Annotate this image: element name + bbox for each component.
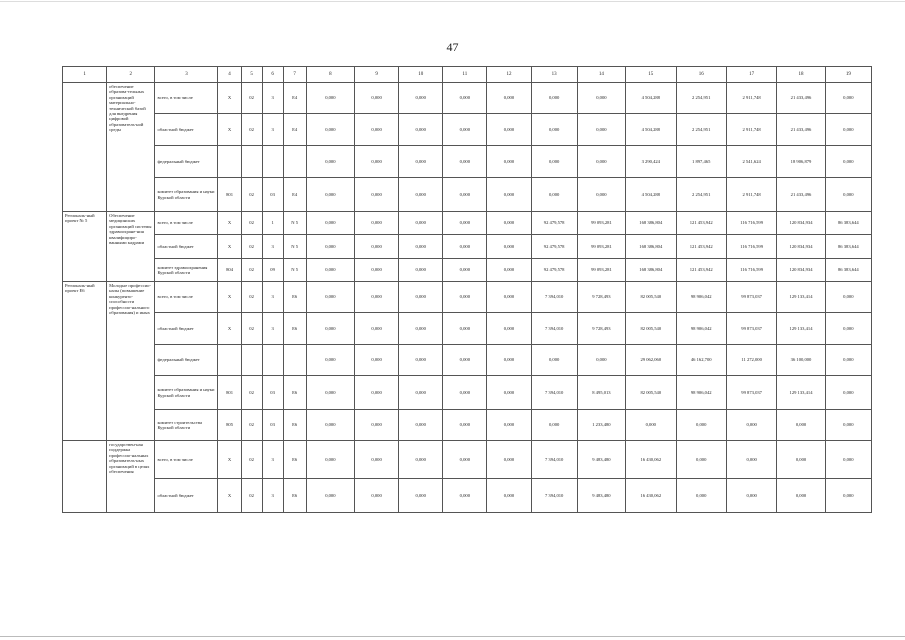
value-cell: 168 386,804 — [626, 212, 676, 235]
code-cell: E6 — [283, 376, 306, 410]
value-cell: 0,000 — [726, 410, 776, 441]
code-cell: E6 — [283, 479, 306, 513]
value-cell: 0,000 — [399, 313, 443, 345]
code-cell: E4 — [283, 178, 306, 212]
code-cell: 03 — [262, 410, 283, 441]
funding-source-cell: областной бюджет — [155, 479, 218, 513]
code-cell — [283, 146, 306, 178]
code-cell: X — [218, 313, 241, 345]
value-cell: 0,000 — [825, 146, 871, 178]
code-cell — [262, 146, 283, 178]
activity-name-cell: обеспечение образова-тельных организаций материально-технической базой для внедрения цифровой образователь-ной среды — [107, 83, 155, 212]
code-cell: 03 — [262, 178, 283, 212]
code-cell: E6 — [283, 282, 306, 313]
code-cell: 02 — [241, 259, 262, 282]
value-cell: 0,000 — [825, 345, 871, 376]
value-cell: 0,000 — [531, 345, 577, 376]
value-cell: 0,000 — [443, 313, 487, 345]
value-cell: 82 005,540 — [626, 282, 676, 313]
column-header-10: 10 — [399, 67, 443, 83]
value-cell: 9 483,480 — [577, 479, 625, 513]
code-cell: 09 — [262, 259, 283, 282]
code-cell: N 5 — [283, 259, 306, 282]
code-cell: 02 — [241, 376, 262, 410]
value-cell: 4 504,288 — [626, 83, 676, 114]
column-header-1: 1 — [63, 67, 107, 83]
value-cell: 0,000 — [306, 178, 354, 212]
value-cell: 0,000 — [399, 235, 443, 259]
value-cell: 0,000 — [577, 114, 625, 146]
value-cell: 46 162,700 — [676, 345, 726, 376]
value-cell: 86 383,644 — [825, 259, 871, 282]
value-cell: 99 873,037 — [726, 313, 776, 345]
table-row — [63, 259, 872, 282]
funding-source-cell: федеральный бюджет — [155, 345, 218, 376]
value-cell: 0,000 — [577, 146, 625, 178]
table-row — [63, 376, 872, 410]
value-cell: 0,000 — [531, 410, 577, 441]
value-cell: 0,000 — [443, 212, 487, 235]
value-cell: 0,000 — [306, 259, 354, 282]
column-header-13: 13 — [531, 67, 577, 83]
code-cell: N 5 — [283, 212, 306, 235]
value-cell: 0,000 — [443, 479, 487, 513]
funding-source-cell: федеральный бюджет — [155, 146, 218, 178]
code-cell — [241, 345, 262, 376]
value-cell: 0,000 — [399, 146, 443, 178]
value-cell: 0,000 — [777, 410, 825, 441]
code-cell: X — [218, 479, 241, 513]
column-header-14: 14 — [577, 67, 625, 83]
value-cell: 0,000 — [825, 410, 871, 441]
value-cell: 0,000 — [443, 410, 487, 441]
column-header-8: 8 — [306, 67, 354, 83]
value-cell: 0,000 — [577, 83, 625, 114]
value-cell: 0,000 — [676, 410, 726, 441]
value-cell: 116 716,599 — [726, 235, 776, 259]
value-cell: 0,000 — [355, 479, 399, 513]
page-number: 47 — [446, 40, 459, 54]
value-cell: 0,000 — [487, 178, 531, 212]
value-cell: 7 394,010 — [531, 282, 577, 313]
code-cell: 3 — [262, 83, 283, 114]
code-cell — [262, 345, 283, 376]
value-cell: 3 290,424 — [626, 146, 676, 178]
value-cell: 0,000 — [487, 376, 531, 410]
column-header-16: 16 — [676, 67, 726, 83]
value-cell: 0,000 — [306, 479, 354, 513]
value-cell: 0,000 — [487, 259, 531, 282]
value-cell: 0,000 — [443, 146, 487, 178]
column-header-4: 4 — [218, 67, 241, 83]
value-cell: 8 495,013 — [577, 376, 625, 410]
value-cell: 0,000 — [531, 178, 577, 212]
table-row — [63, 282, 872, 313]
value-cell: 0,000 — [306, 83, 354, 114]
code-cell: 3 — [262, 479, 283, 513]
project-name-cell — [63, 83, 107, 212]
code-cell: 3 — [262, 441, 283, 479]
column-header-18: 18 — [777, 67, 825, 83]
value-cell: 0,000 — [399, 282, 443, 313]
value-cell: 0,000 — [777, 479, 825, 513]
funding-source-cell: всего, в том числе — [155, 441, 218, 479]
code-cell — [283, 345, 306, 376]
value-cell: 21 433,496 — [777, 114, 825, 146]
value-cell: 36 100,000 — [777, 345, 825, 376]
value-cell: 2 911,748 — [726, 178, 776, 212]
activity-name-cell: государствен-ная поддержка профессио-нальных образователь-ных организаций в целях обеспечения — [107, 441, 155, 513]
value-cell: 0,000 — [443, 235, 487, 259]
code-cell: 804 — [218, 259, 241, 282]
value-cell: 116 716,599 — [726, 212, 776, 235]
value-cell: 0,000 — [355, 441, 399, 479]
value-cell: 120 834,934 — [777, 259, 825, 282]
funding-source-cell: комитет здравоохранения Курской области — [155, 259, 218, 282]
code-cell: 801 — [218, 178, 241, 212]
value-cell: 0,000 — [306, 212, 354, 235]
value-cell: 0,000 — [355, 345, 399, 376]
value-cell: 2 254,951 — [676, 83, 726, 114]
value-cell: 0,000 — [825, 479, 871, 513]
scan-top-edge — [0, 1, 905, 2]
value-cell: 0,000 — [355, 235, 399, 259]
table-row — [63, 178, 872, 212]
value-cell: 0,000 — [825, 441, 871, 479]
table-row — [63, 83, 872, 114]
code-cell: 03 — [262, 376, 283, 410]
value-cell: 0,000 — [531, 83, 577, 114]
scan-bottom-edge — [0, 636, 905, 637]
value-cell: 2 911,748 — [726, 114, 776, 146]
project-name-cell — [63, 441, 107, 513]
value-cell: 4 504,288 — [626, 178, 676, 212]
value-cell: 0,000 — [487, 212, 531, 235]
code-cell: 02 — [241, 83, 262, 114]
table-row — [63, 146, 872, 178]
code-cell: X — [218, 282, 241, 313]
value-cell: 0,000 — [577, 178, 625, 212]
value-cell: 0,000 — [676, 479, 726, 513]
column-header-19: 19 — [825, 67, 871, 83]
table-row — [63, 410, 872, 441]
code-cell: 1 — [262, 212, 283, 235]
funding-source-cell: комитет строительства Курской области — [155, 410, 218, 441]
code-cell: E4 — [283, 114, 306, 146]
value-cell: 168 386,804 — [626, 259, 676, 282]
value-cell: 0,000 — [487, 313, 531, 345]
table-row — [63, 235, 872, 259]
value-cell: 82 005,540 — [626, 376, 676, 410]
value-cell: 168 386,804 — [626, 235, 676, 259]
table-row — [63, 313, 872, 345]
value-cell: 0,000 — [306, 282, 354, 313]
value-cell: 0,000 — [399, 83, 443, 114]
code-cell: 02 — [241, 114, 262, 146]
value-cell: 0,000 — [487, 146, 531, 178]
value-cell: 0,000 — [487, 479, 531, 513]
value-cell: 0,000 — [399, 212, 443, 235]
value-cell: 0,000 — [531, 146, 577, 178]
column-header-3: 3 — [155, 67, 218, 83]
code-cell: N 5 — [283, 235, 306, 259]
value-cell: 0,000 — [355, 282, 399, 313]
value-cell: 86 383,644 — [825, 212, 871, 235]
value-cell: 21 433,496 — [777, 83, 825, 114]
value-cell: 7 394,010 — [531, 376, 577, 410]
value-cell: 0,000 — [531, 114, 577, 146]
code-cell: 3 — [262, 282, 283, 313]
value-cell: 98 906,042 — [676, 376, 726, 410]
code-cell: 3 — [262, 313, 283, 345]
value-cell: 0,000 — [355, 259, 399, 282]
value-cell: 120 834,934 — [777, 212, 825, 235]
code-cell: 02 — [241, 212, 262, 235]
value-cell: 0,000 — [825, 114, 871, 146]
value-cell: 0,000 — [399, 441, 443, 479]
value-cell: 121 453,942 — [676, 212, 726, 235]
value-cell: 0,000 — [306, 114, 354, 146]
column-header-17: 17 — [726, 67, 776, 83]
funding-source-cell: областной бюджет — [155, 235, 218, 259]
value-cell: 0,000 — [443, 83, 487, 114]
value-cell: 7 394,010 — [531, 479, 577, 513]
project-name-cell: Региональ-ный проект № 5 — [63, 212, 107, 282]
value-cell: 0,000 — [443, 441, 487, 479]
value-cell: 0,000 — [399, 410, 443, 441]
code-cell: E6 — [283, 313, 306, 345]
value-cell: 0,000 — [726, 441, 776, 479]
code-cell: 02 — [241, 479, 262, 513]
value-cell: 0,000 — [306, 376, 354, 410]
value-cell: 0,000 — [443, 282, 487, 313]
value-cell: 120 834,934 — [777, 235, 825, 259]
value-cell: 0,000 — [306, 313, 354, 345]
value-cell: 86 383,644 — [825, 235, 871, 259]
code-cell: 02 — [241, 235, 262, 259]
value-cell: 9 728,493 — [577, 313, 625, 345]
column-header-12: 12 — [487, 67, 531, 83]
value-cell: 7 394,010 — [531, 313, 577, 345]
value-cell: 92 479,578 — [531, 259, 577, 282]
value-cell: 0,000 — [355, 313, 399, 345]
value-cell: 11 272,000 — [726, 345, 776, 376]
value-cell: 0,000 — [487, 235, 531, 259]
table-row — [63, 212, 872, 235]
value-cell: 0,000 — [777, 441, 825, 479]
funding-source-cell: областной бюджет — [155, 114, 218, 146]
header-row — [63, 67, 872, 83]
value-cell: 0,000 — [399, 178, 443, 212]
value-cell: 16 430,062 — [626, 441, 676, 479]
value-cell: 129 133,414 — [777, 376, 825, 410]
table-row — [63, 345, 872, 376]
value-cell: 0,000 — [443, 259, 487, 282]
funding-source-cell: всего, в том числе — [155, 83, 218, 114]
value-cell: 0,000 — [626, 410, 676, 441]
budget-table — [62, 66, 872, 513]
value-cell: 0,000 — [487, 345, 531, 376]
value-cell: 129 133,414 — [777, 313, 825, 345]
value-cell: 0,000 — [825, 282, 871, 313]
value-cell: 116 716,599 — [726, 259, 776, 282]
value-cell: 18 906,879 — [777, 146, 825, 178]
value-cell: 0,000 — [399, 479, 443, 513]
value-cell: 0,000 — [487, 441, 531, 479]
code-cell: X — [218, 83, 241, 114]
value-cell: 2 254,951 — [676, 178, 726, 212]
value-cell: 0,000 — [443, 345, 487, 376]
code-cell — [241, 146, 262, 178]
column-header-5: 5 — [241, 67, 262, 83]
value-cell: 99 093,281 — [577, 212, 625, 235]
funding-source-cell: всего, в том числе — [155, 282, 218, 313]
value-cell: 0,000 — [487, 282, 531, 313]
table-row — [63, 114, 872, 146]
value-cell: 98 906,042 — [676, 313, 726, 345]
value-cell: 99 873,037 — [726, 376, 776, 410]
value-cell: 0,000 — [676, 441, 726, 479]
value-cell: 2 911,748 — [726, 83, 776, 114]
project-name-cell: Региональ-ный проект E6 — [63, 282, 107, 441]
value-cell: 0,000 — [355, 178, 399, 212]
value-cell: 0,000 — [487, 410, 531, 441]
code-cell: 805 — [218, 410, 241, 441]
funding-source-cell: комитет образования и науки Курской области — [155, 178, 218, 212]
value-cell: 0,000 — [487, 114, 531, 146]
table-row — [63, 479, 872, 513]
value-cell: 0,000 — [577, 345, 625, 376]
value-cell: 99 093,281 — [577, 259, 625, 282]
value-cell: 99 093,281 — [577, 235, 625, 259]
value-cell: 82 005,540 — [626, 313, 676, 345]
value-cell: 121 453,942 — [676, 235, 726, 259]
value-cell: 0,000 — [399, 345, 443, 376]
value-cell: 0,000 — [355, 83, 399, 114]
column-header-6: 6 — [262, 67, 283, 83]
value-cell: 92 479,578 — [531, 212, 577, 235]
value-cell: 0,000 — [399, 114, 443, 146]
code-cell: E6 — [283, 410, 306, 441]
value-cell: 0,000 — [726, 479, 776, 513]
value-cell: 0,000 — [306, 441, 354, 479]
code-cell: 02 — [241, 282, 262, 313]
value-cell: 0,000 — [306, 410, 354, 441]
column-header-2: 2 — [107, 67, 155, 83]
value-cell: 9 483,480 — [577, 441, 625, 479]
code-cell: 3 — [262, 235, 283, 259]
value-cell: 0,000 — [306, 235, 354, 259]
value-cell: 129 133,414 — [777, 282, 825, 313]
value-cell: 0,000 — [355, 376, 399, 410]
value-cell: 0,000 — [825, 376, 871, 410]
table-row — [63, 441, 872, 479]
value-cell: 92 479,578 — [531, 235, 577, 259]
code-cell: 02 — [241, 441, 262, 479]
value-cell: 0,000 — [306, 345, 354, 376]
value-cell: 21 433,496 — [777, 178, 825, 212]
code-cell — [218, 345, 241, 376]
value-cell: 121 453,942 — [676, 259, 726, 282]
value-cell: 7 394,010 — [531, 441, 577, 479]
code-cell: 801 — [218, 376, 241, 410]
value-cell: 99 873,037 — [726, 282, 776, 313]
code-cell: X — [218, 235, 241, 259]
value-cell: 1 897,465 — [676, 146, 726, 178]
value-cell: 0,000 — [825, 178, 871, 212]
column-header-7: 7 — [283, 67, 306, 83]
funding-source-cell: комитет образования и науки Курской области — [155, 376, 218, 410]
value-cell: 0,000 — [355, 410, 399, 441]
activity-name-cell: Молодые профессио-налы (повышение конкуренто-способности профессио-нального образования) и иных — [107, 282, 155, 441]
value-cell: 2 254,951 — [676, 114, 726, 146]
code-cell: X — [218, 441, 241, 479]
code-cell: X — [218, 114, 241, 146]
code-cell: 02 — [241, 178, 262, 212]
value-cell: 29 062,060 — [626, 345, 676, 376]
value-cell: 0,000 — [825, 313, 871, 345]
code-cell: E4 — [283, 83, 306, 114]
value-cell: 9 728,493 — [577, 282, 625, 313]
table-body — [63, 67, 872, 513]
code-cell: 02 — [241, 410, 262, 441]
column-header-15: 15 — [626, 67, 676, 83]
column-header-11: 11 — [443, 67, 487, 83]
activity-name-cell: Обеспечение медицинских организаций системы здравоохране-ния квалифициро-ванными кадрами — [107, 212, 155, 282]
value-cell: 4 504,288 — [626, 114, 676, 146]
value-cell: 0,000 — [825, 83, 871, 114]
funding-source-cell: всего, в том числе — [155, 212, 218, 235]
funding-source-cell: областной бюджет — [155, 313, 218, 345]
value-cell: 1 233,480 — [577, 410, 625, 441]
code-cell — [218, 146, 241, 178]
code-cell: 3 — [262, 114, 283, 146]
value-cell: 16 430,062 — [626, 479, 676, 513]
code-cell: X — [218, 212, 241, 235]
column-header-9: 9 — [355, 67, 399, 83]
value-cell: 0,000 — [355, 114, 399, 146]
code-cell: 02 — [241, 313, 262, 345]
value-cell: 0,000 — [355, 146, 399, 178]
code-cell: E6 — [283, 441, 306, 479]
value-cell: 2 541,624 — [726, 146, 776, 178]
value-cell: 0,000 — [487, 83, 531, 114]
value-cell: 0,000 — [355, 212, 399, 235]
value-cell: 0,000 — [399, 259, 443, 282]
value-cell: 0,000 — [399, 376, 443, 410]
value-cell: 0,000 — [443, 114, 487, 146]
value-cell: 98 906,042 — [676, 282, 726, 313]
value-cell: 0,000 — [306, 146, 354, 178]
value-cell: 0,000 — [443, 376, 487, 410]
value-cell: 0,000 — [443, 178, 487, 212]
